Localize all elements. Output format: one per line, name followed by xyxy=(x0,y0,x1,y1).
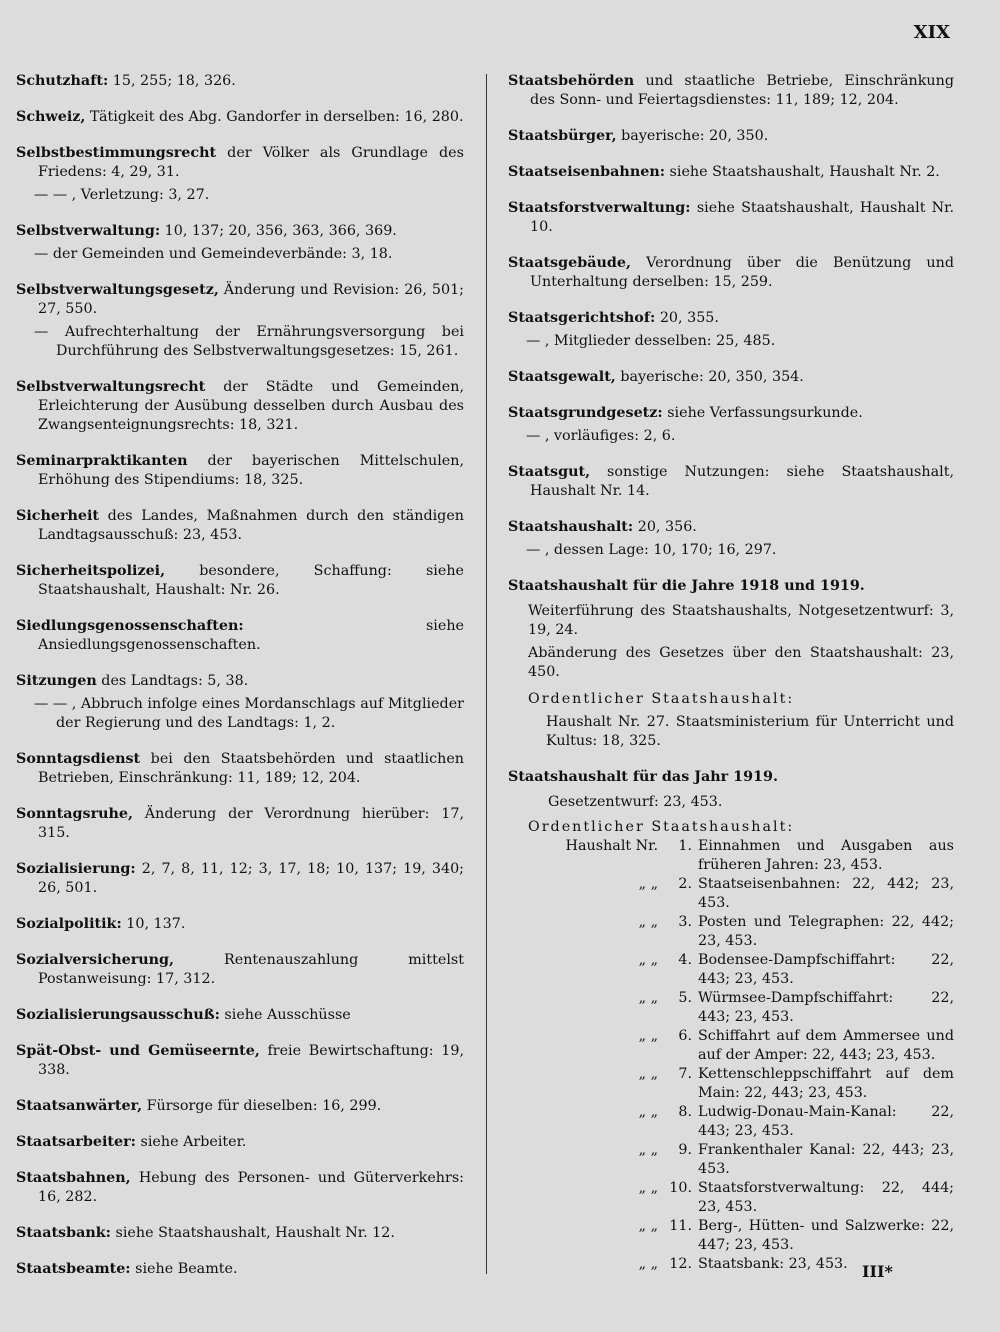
entry-headword: Sicherheitspolizei, xyxy=(16,563,166,579)
index-entry xyxy=(16,805,464,843)
entry-text: und staatliche Betriebe, Einschränkung des Sonn- und Feiertagsdienstes: 11, 189; 12, 204. xyxy=(530,73,954,108)
index-entry xyxy=(16,1133,464,1152)
entry-line xyxy=(16,1224,464,1243)
entry-subentry: — Aufrechterhaltung der Ernährungsversorgung bei Durchführung des Selbstverwaltungsgesetzes: 15, 261. xyxy=(34,324,464,359)
entry-headword: Selbstbestimmungsrecht xyxy=(16,145,217,161)
entry-text: Fürsorge für dieselben: 16, 299. xyxy=(142,1098,382,1114)
index-entry xyxy=(16,750,464,788)
entry-text: des Landtags: 5, 38. xyxy=(96,673,249,689)
index-entry xyxy=(16,222,464,264)
entry-text: Hebung des Personen- und Güterverkehrs: 16, 282. xyxy=(38,1170,464,1205)
index-entry xyxy=(16,915,464,934)
entry-text: siehe Verfassungsurkunde. xyxy=(662,405,863,421)
haushalt-prefix: „ „ xyxy=(638,952,658,968)
entry-text: siehe Beamte. xyxy=(130,1261,238,1277)
entry-line xyxy=(508,163,954,182)
entry-text: 20, 355. xyxy=(655,310,719,326)
entry-text: besondere, Schaffung: siehe Staatshaushalt, Haushalt: Nr. 26. xyxy=(38,563,464,598)
section-1919-gesetz: Gesetzentwurf: 23, 453. xyxy=(548,794,723,810)
entry-subentry: — — , Verletzung: 3, 27. xyxy=(34,187,210,203)
haushalt-number: 1. xyxy=(678,838,692,854)
haushalt-text: Staatsforstverwaltung: 22, 444; 23, 453. xyxy=(698,1180,954,1215)
entry-text: 10, 137. xyxy=(121,916,186,932)
entry-text: siehe Staatshaushalt, Haushalt Nr. 12. xyxy=(110,1225,395,1241)
index-entry xyxy=(16,1169,464,1207)
entry-line xyxy=(508,199,954,237)
entry-headword: Sonntagsruhe, xyxy=(16,806,133,822)
index-entry xyxy=(508,72,954,110)
entry-headword: Staatsgerichtshof: xyxy=(508,310,656,326)
entry-subentry: — , Mitglieder desselben: 25, 485. xyxy=(526,333,776,349)
section-1918-title: Staatshaushalt für die Jahre 1918 und 1919. xyxy=(508,578,865,594)
haushalt-text: Kettenschleppschiffahrt auf dem Main: 22, 443; 23, 453. xyxy=(698,1066,954,1101)
index-entry xyxy=(16,378,464,435)
entry-line xyxy=(16,144,464,182)
entry-line xyxy=(508,368,954,387)
entry-line xyxy=(16,507,464,545)
haushalt-row xyxy=(548,989,954,1027)
haushalt-row xyxy=(548,1103,954,1141)
section-1919-title: Staatshaushalt für das Jahr 1919. xyxy=(508,769,778,785)
haushalt-row xyxy=(548,1255,954,1274)
index-entry xyxy=(16,1260,464,1279)
haushalt-number: 9. xyxy=(678,1142,692,1158)
entry-text: siehe Ausschüsse xyxy=(219,1007,351,1023)
entry-headword: Staatsforstverwaltung: xyxy=(508,200,691,216)
index-entry xyxy=(16,617,464,655)
index-entry xyxy=(508,368,954,387)
index-entry xyxy=(508,463,954,501)
entry-line xyxy=(16,915,464,934)
section-1918-ordentlich-item: Haushalt Nr. 27. Staatsministerium für Unterricht und Kultus: 18, 325. xyxy=(546,714,954,749)
entry-subentry: — , vorläufiges: 2, 6. xyxy=(526,428,676,444)
entry-text: siehe Arbeiter. xyxy=(135,1134,247,1150)
entry-headword: Sitzungen xyxy=(16,673,97,689)
entry-text: bei den Staatsbehörden und staatlichen Betrieben, Einschränkung: 11, 189; 12, 204. xyxy=(38,751,464,786)
entry-text: des Landes, Maßnahmen durch den ständigen Landtagsausschuß: 23, 453. xyxy=(38,508,464,543)
entry-headword: Selbstverwaltungsgesetz, xyxy=(16,282,219,298)
entry-headword: Staatsbahnen, xyxy=(16,1170,131,1186)
index-entry xyxy=(16,108,464,127)
entry-headword: Staatsgut, xyxy=(508,464,591,480)
entry-line xyxy=(508,309,954,328)
haushalt-prefix: „ „ xyxy=(638,990,658,1006)
index-entry xyxy=(16,72,464,91)
index-entry xyxy=(508,309,954,351)
entry-text: siehe Staatshaushalt, Haushalt Nr. 2. xyxy=(665,164,940,180)
entry-headword: Sozialpolitik: xyxy=(16,916,122,932)
haushalt-row xyxy=(548,1141,954,1179)
entry-line xyxy=(16,1006,464,1025)
haushalt-number: 8. xyxy=(678,1104,692,1120)
haushalt-list xyxy=(508,837,954,1274)
entry-headword: Staatsanwärter, xyxy=(16,1098,143,1114)
haushalt-prefix: „ „ xyxy=(638,876,658,892)
entry-line xyxy=(508,127,954,146)
section-1918-ordentlich-label: Ordentlicher Staatshaushalt: xyxy=(528,691,795,707)
index-entry xyxy=(16,672,464,733)
entry-line xyxy=(16,562,464,600)
haushalt-text: Posten und Telegraphen: 22, 442; 23, 453. xyxy=(698,914,954,949)
entry-headword: Staatsgebäude, xyxy=(508,255,631,271)
entry-headword: Seminarpraktikanten xyxy=(16,453,188,469)
entry-text: Tätigkeit des Abg. Gandorfer in derselben: 16, 280. xyxy=(85,109,464,125)
index-entry xyxy=(16,281,464,361)
haushalt-number: 3. xyxy=(678,914,692,930)
entry-headword: Sicherheit xyxy=(16,508,100,524)
entry-headword: Staatsgrundgesetz: xyxy=(508,405,663,421)
section-1918-item: Weiterführung des Staatshaushalts, Notgesetzentwurf: 3, 19, 24. xyxy=(528,603,954,638)
entry-line xyxy=(16,672,464,691)
index-entry xyxy=(16,452,464,490)
index-entry xyxy=(16,951,464,989)
entry-text: Verordnung über die Benützung und Unterhaltung derselben: 15, 259. xyxy=(530,255,954,290)
haushalt-prefix: „ „ xyxy=(638,914,658,930)
entry-line xyxy=(16,72,464,91)
haushalt-row xyxy=(548,837,954,875)
signature-mark: III* xyxy=(862,1262,893,1281)
index-entry xyxy=(508,163,954,182)
entry-headword: Staatsgewalt, xyxy=(508,369,616,385)
entry-line xyxy=(16,281,464,319)
entry-line xyxy=(508,72,954,110)
entry-line xyxy=(16,860,464,898)
index-entry xyxy=(508,254,954,292)
entry-headword: Selbstverwaltungsrecht xyxy=(16,379,206,395)
haushalt-prefix: „ „ xyxy=(638,1104,658,1120)
section-1919 xyxy=(508,768,954,1274)
right-column xyxy=(508,72,954,1291)
entry-headword: Staatsbank: xyxy=(16,1225,111,1241)
haushalt-text: Würmsee-Dampfschiffahrt: 22, 443; 23, 453. xyxy=(698,990,954,1025)
entry-text: sonstige Nutzungen: siehe Staatshaushalt, Haushalt Nr. 14. xyxy=(530,464,954,499)
section-1919-ordentlich-label: Ordentlicher Staatshaushalt: xyxy=(528,819,795,835)
entry-line xyxy=(16,1042,464,1080)
entry-text: 10, 137; 20, 356, 363, 366, 369. xyxy=(160,223,397,239)
entry-headword: Staatsbürger, xyxy=(508,128,617,144)
entry-text: freie Bewirtschaftung: 19, 338. xyxy=(38,1043,464,1078)
haushalt-number: 6. xyxy=(678,1028,692,1044)
entry-line xyxy=(16,452,464,490)
haushalt-text: Einnahmen und Ausgaben aus früheren Jahren: 23, 453. xyxy=(698,838,954,873)
entry-headword: Staatseisenbahnen: xyxy=(508,164,665,180)
index-entry xyxy=(16,562,464,600)
haushalt-text: Frankenthaler Kanal: 22, 443; 23, 453. xyxy=(698,1142,954,1177)
entry-line xyxy=(16,1097,464,1116)
index-entry xyxy=(16,860,464,898)
entry-text: bayerische: 20, 350. xyxy=(616,128,769,144)
entry-line xyxy=(16,1133,464,1152)
entry-headword: Sozialisierungsausschuß: xyxy=(16,1007,220,1023)
entry-text: siehe Staatshaushalt, Haushalt Nr. 10. xyxy=(530,200,954,235)
entry-text: 20, 356. xyxy=(633,519,697,535)
entry-line xyxy=(16,378,464,435)
haushalt-number: 10. xyxy=(669,1180,692,1196)
entry-line xyxy=(16,222,464,241)
index-entry xyxy=(508,127,954,146)
entry-text: siehe Ansiedlungsgenossenschaften. xyxy=(38,618,464,653)
haushalt-text: Staatseisenbahnen: 22, 442; 23, 453. xyxy=(698,876,954,911)
haushalt-row xyxy=(548,1217,954,1255)
entry-line xyxy=(508,518,954,537)
entry-line xyxy=(16,617,464,655)
entry-headword: Staatshaushalt: xyxy=(508,519,634,535)
entry-line xyxy=(16,108,464,127)
index-entry xyxy=(508,404,954,446)
entry-headword: Siedlungsgenossenschaften: xyxy=(16,618,244,634)
entry-text: bayerische: 20, 350, 354. xyxy=(615,369,804,385)
entry-subentry: — , dessen Lage: 10, 170; 16, 297. xyxy=(526,542,777,558)
haushalt-prefix: „ „ xyxy=(638,1218,658,1234)
entry-headword: Selbstverwaltung: xyxy=(16,223,161,239)
index-entry xyxy=(16,1097,464,1116)
haushalt-text: Staatsbank: 23, 453. xyxy=(698,1256,848,1272)
haushalt-row xyxy=(548,875,954,913)
entry-headword: Sozialversicherung, xyxy=(16,952,175,968)
haushalt-text: Ludwig-Donau-Main-Kanal: 22, 443; 23, 453. xyxy=(698,1104,954,1139)
entry-text: Änderung und Revision: 26, 501; 27, 550. xyxy=(38,282,464,317)
haushalt-row xyxy=(548,1179,954,1217)
haushalt-text: Berg-, Hütten- und Salzwerke: 22, 447; 23, 453. xyxy=(698,1218,954,1253)
entry-line xyxy=(16,1169,464,1207)
entry-headword: Staatsarbeiter: xyxy=(16,1134,136,1150)
entry-subentry: — — , Abbruch infolge eines Mordanschlags auf Mitglieder der Regierung und des Landtags: 1, 2. xyxy=(34,696,464,731)
haushalt-prefix: „ „ xyxy=(638,1256,658,1272)
index-entry xyxy=(508,518,954,560)
haushalt-number: 11. xyxy=(669,1218,692,1234)
haushalt-text: Bodensee-Dampfschiffahrt: 22, 443; 23, 453. xyxy=(698,952,954,987)
entry-headword: Staatsbeamte: xyxy=(16,1261,131,1277)
entry-subentry: — der Gemeinden und Gemeindeverbände: 3, 18. xyxy=(34,246,393,262)
entry-line xyxy=(16,805,464,843)
entry-line xyxy=(16,1260,464,1279)
column-divider xyxy=(486,74,487,1274)
entry-headword: Spät-Obst- und Gemüseernte, xyxy=(16,1043,260,1059)
entry-headword: Schutzhaft: xyxy=(16,73,109,89)
haushalt-number: 5. xyxy=(678,990,692,1006)
entry-text: der bayerischen Mittelschulen, Erhöhung des Stipendiums: 18, 325. xyxy=(38,453,464,488)
haushalt-prefix: Haushalt Nr. xyxy=(565,838,658,854)
entry-text: 2, 7, 8, 11, 12; 3, 17, 18; 10, 137; 19, 340; 26, 501. xyxy=(38,861,464,896)
left-column xyxy=(16,72,464,1296)
haushalt-row xyxy=(548,913,954,951)
haushalt-text: Schiffahrt auf dem Ammersee und auf der Amper: 22, 443; 23, 453. xyxy=(698,1028,954,1063)
entry-line xyxy=(508,404,954,423)
index-entry xyxy=(16,144,464,205)
haushalt-number: 2. xyxy=(678,876,692,892)
haushalt-prefix: „ „ xyxy=(638,1028,658,1044)
entry-text: Änderung der Verordnung hierüber: 17, 315. xyxy=(38,806,464,841)
haushalt-prefix: „ „ xyxy=(638,1180,658,1196)
entry-line xyxy=(508,463,954,501)
page-number: XIX xyxy=(913,22,950,43)
entry-headword: Sonntagsdienst xyxy=(16,751,141,767)
right-entries xyxy=(508,72,954,560)
entry-line xyxy=(16,750,464,788)
section-1918-item: Abänderung des Gesetzes über den Staatshaushalt: 23, 450. xyxy=(528,645,954,680)
index-entry xyxy=(16,1006,464,1025)
entry-headword: Schweiz, xyxy=(16,109,86,125)
haushalt-row xyxy=(548,1027,954,1065)
index-entry xyxy=(16,1042,464,1080)
entry-text: der Völker als Grundlage des Friedens: 4, 29, 31. xyxy=(38,145,464,180)
entry-line xyxy=(508,254,954,292)
haushalt-prefix: „ „ xyxy=(638,1066,658,1082)
entry-text: 15, 255; 18, 326. xyxy=(108,73,236,89)
haushalt-number: 4. xyxy=(678,952,692,968)
section-1918 xyxy=(508,577,954,751)
entry-headword: Sozialisierung: xyxy=(16,861,136,877)
entry-text: der Städte und Gemeinden, Erleichterung der Ausübung desselben durch Ausbau des Zwangsenteignungsrechts: 18, 321. xyxy=(38,379,464,433)
haushalt-row xyxy=(548,1065,954,1103)
haushalt-row xyxy=(548,951,954,989)
haushalt-prefix: „ „ xyxy=(638,1142,658,1158)
entry-line xyxy=(16,951,464,989)
index-entry xyxy=(16,507,464,545)
haushalt-number: 7. xyxy=(678,1066,692,1082)
index-entry xyxy=(16,1224,464,1243)
entry-headword: Staatsbehörden xyxy=(508,73,635,89)
entry-text: Rentenauszahlung mittelst Postanweisung: 17, 312. xyxy=(38,952,464,987)
haushalt-number: 12. xyxy=(669,1256,692,1272)
index-entry xyxy=(508,199,954,237)
